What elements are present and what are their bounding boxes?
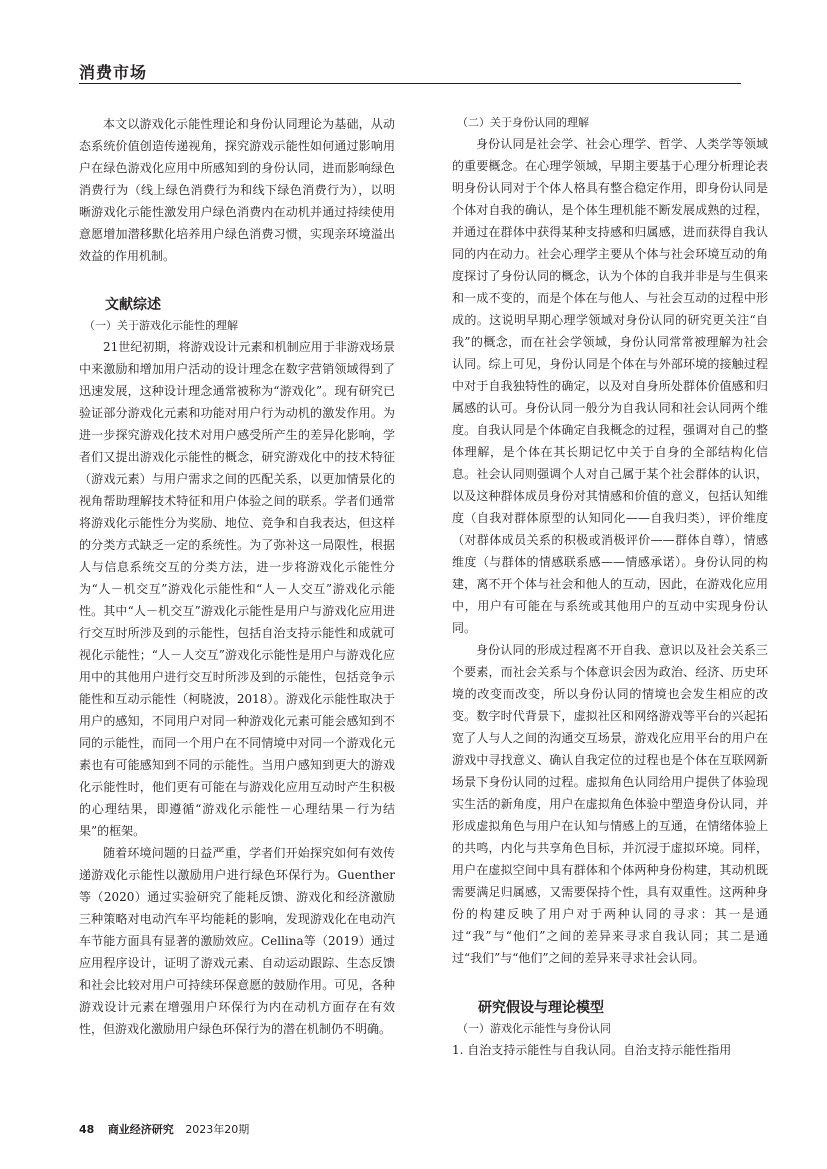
- body-paragraph: 1. 自治支持示能性与自我认同。自治支持示能性指用: [452, 1043, 732, 1057]
- subheading-affordance-identity: （一）游戏化示能性与身份认同: [457, 1022, 611, 1035]
- journal-name: 商业经济研究: [107, 1123, 174, 1136]
- body-paragraph: 随着环境问题的日益严重，学者们开始探究如何有效传递游戏化示能性以激励用户进行绿色环保行为。Guenther等（2020）通过实验研究了能耗反馈、游戏化和经济激励三种策略对电动汽车平均能耗的影响，发现游戏化在电动汽车节能方面具有显著的激励效应。Cellina等（2019）通过应用程序设计，证明了游戏元素、自动运动跟踪、生态反馈和社会比较对用户可持续环保意愿的鼓励作用。可见，各种游戏设计元素在增强用户环保行为内在动机方面存在有效性，但游戏化激励用户绿色环保行为的潜在机制仍不明确。: [79, 846, 395, 1036]
- right-column: [452, 113, 768, 1061]
- subheading-identity: （二）关于身份认同的理解: [457, 116, 589, 129]
- left-column: [79, 113, 395, 1040]
- journal-issue: 2023年20期: [185, 1123, 250, 1136]
- section-title-literature-review: 文献综述: [105, 297, 161, 313]
- body-paragraph: 21世纪初期，将游戏设计元素和机制应用于非游戏场景中来激励和增加用户活动的设计理念在数字营销领域得到了迅速发展，这种设计理念通常被称为“游戏化”。现有研究已验证部分游戏化元素和功能对用户行为动机的激发作用。为进一步探究游戏化技术对用户感受所产生的差异化影响，学者们又提出游戏化示能性的概念，研究游戏化中的技术特征（游戏元素）与用户需求之间的匹配关系，以更加情景化的视角帮助理解技术特征和用户体验之间的联系。学者们通常将游戏化示能性分为奖励、地位、竞争和自我表达，但这样的分类方式缺乏一定的系统性。为了弥补这一局限性，根据人与信息系统交互的分类方法，进一步将游戏化示能性分为“人－机交互”游戏化示能性和“人－人交互”游戏化示能性。其中“人－机交互”游戏化示能性是用户与游戏化应用进行交互时所涉及到的示能性，包括自治支持示能性和成就可视化示能性；“人－人交互”游戏化示能性是用户与游戏化应用中的其他用户进行交互时所涉及到的示能性，包括竞争示能性和互动示能性（柯晓波，2018）。游戏化示能性取决于用户的感知，不同用户对同一种游戏化元素可能会感知到不同的示能性，而同一个用户在不同情境中对同一个游戏化元素也有可能感知到不同的示能性。当用户感知到更大的游戏化示能性时，他们更有可能在与游戏化应用互动时产生积极的心理结果，即遵循“游戏化示能性－心理结果－行为结果”的框架。: [79, 340, 395, 838]
- page-header-title: 消费市场: [79, 63, 148, 82]
- section-title-hypotheses: 研究假设与理论模型: [478, 1000, 604, 1016]
- intro-paragraph: 本文以游戏化示能性理论和身份认同理论为基础，从动态系统价值创造传递视角，探究游戏示能性如何通过影响用户在绿色游戏化应用中所感知到的身份认同，进而影响绿色消费行为（线上绿色消费行为和线下绿色消费行为），以明晰游戏化示能性激发用户绿色消费内在动机并通过持续使用意愿增加潜移默化培养用户绿色消费习惯，实现亲环境溢出效益的作用机制。: [79, 117, 395, 263]
- page-footer: [79, 1121, 249, 1137]
- body-paragraph: 身份认同是社会学、社会心理学、哲学、人类学等领域的重要概念。在心理学领域，早期主要基于心理分析理论表明身份认同对于个体人格具有整合稳定作用，即身份认同是个体对自我的确认，是个体生理机能不断发展成熟的过程，并通过在群体中获得某种支持感和归属感，进而获得自我认同的内在动力。社会心理学主要从个体与社会环境互动的角度探讨了身份认同的概念，认为个体的自我并非是与生俱来和一成不变的，而是个体在与他人、与社会互动的过程中形成的。这说明早期心理学领域对身份认同的研究更关注“自我”的概念，而在社会学领域，身份认同常常被理解为社会认同。综上可见，身份认同是个体在与外部环境的接触过程中对于自我独特性的确定，以及对自身所处群体价值感和归属感的认可。身份认同一般分为自我认同和社会认同两个维度。自我认同是个体确定自我概念的过程，强调对自己的整体理解，是个体在其长期记忆中关于自身的全部结构化信息。社会认同则强调个人对自己属于某个社会群体的认识，以及这种群体成员身份对其情感和价值的意义，包括认知维度（自我对群体原型的认知同化——自我归类），评价维度（对群体成员关系的积极或消极评价——群体自尊），情感维度（与群体的情感联系感——情感承诺）。身份认同的构建，离不开个体与社会和他人的互动，因此，在游戏化应用中，用户有可能在与系统或其他用户的互动中实现身份认同。: [452, 137, 768, 635]
- subheading-gamification-affordance: （一）关于游戏化示能性的理解: [84, 319, 238, 332]
- header-rule: [79, 83, 741, 84]
- page-number: 48: [79, 1123, 95, 1136]
- body-paragraph: 身份认同的形成过程离不开自我、意识以及社会关系三个要素，而社会关系与个体意识会因为政治、经济、历史环境的改变而改变，所以身份认同的情境也会发生相应的改变。数字时代背景下，虚拟社区和网络游戏等平台的兴起拓宽了人与人之间的沟通交互场景，游戏化应用平台的用户在游戏中寻找意义、确认自我定位的过程也是个体在互联网新场景下身份认同的过程。虚拟角色认同给用户提供了体验现实生活的新角度，用户在虚拟角色体验中塑造身份认同，并形成虚拟角色与用户在认知与情感上的互通，在情绪体验上的共鸣，内化与共享角色目标，并沉浸于虚拟环境。同样，用户在虚拟空间中具有群体和个体两种身份构建，其动机既需要满足归属感，又需要保持个性，具有双重性。这两种身份的构建反映了用户对于两种认同的寻求：其一是通过“我”与“他们”之间的差异来寻求自我认同；其二是通过“我们”与“他们”之间的差异来寻求社会认同。: [452, 643, 768, 965]
